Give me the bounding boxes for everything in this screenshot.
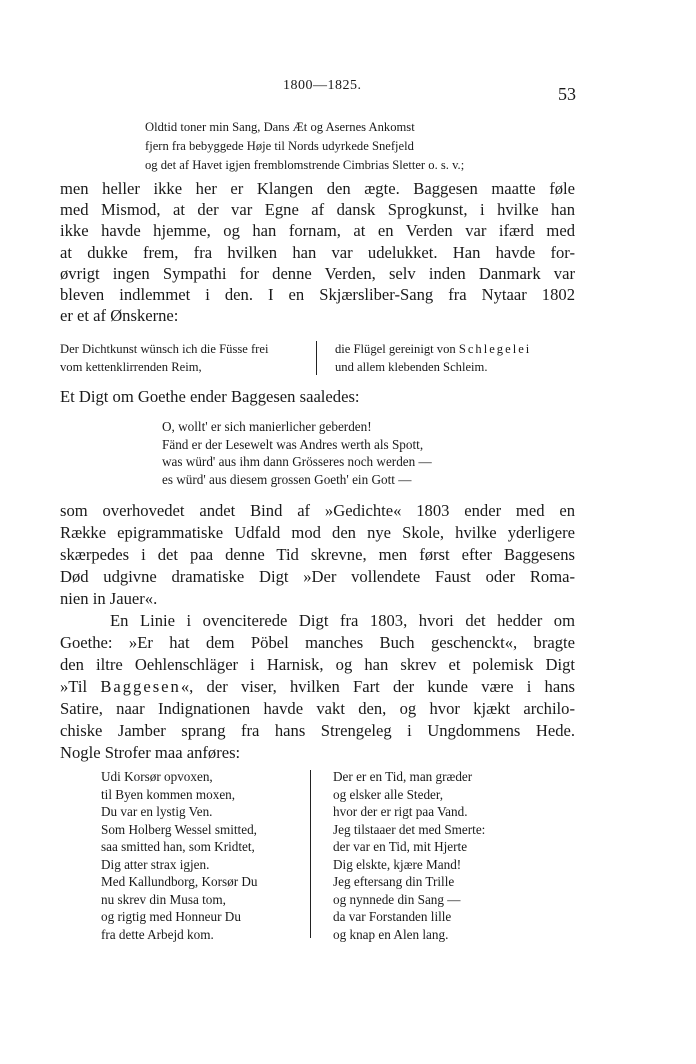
quote-line: fjern fra bebyggede Høje til Nords udyrkede Snefjeld: [145, 139, 414, 153]
text-line: bleven indlemmet i den. I en Skjærsliber-Sang fra Nytaar 1802: [60, 285, 575, 305]
text-line: En Linie i ovenciterede Digt fra 1803, hvori det hedder om: [110, 611, 575, 630]
poem-line: fra dette Arbejd kom.: [101, 926, 214, 942]
poem-line: og knap en Alen lang.: [333, 926, 449, 942]
quote-line: und allem klebenden Schleim.: [335, 360, 488, 374]
text-line: at dukke frem, fra hvilken han var udelukket. Han havde for-: [60, 242, 575, 262]
poem-line: nu skrev din Musa tom,: [101, 891, 226, 907]
text-line: skærpedes i det paa denne Tid skrevne, men først efter Baggesens: [60, 545, 575, 564]
text-line: men heller ikke her er Klangen den ægte. Baggesen maatte føle: [60, 179, 575, 198]
paragraph-4: [60, 610, 575, 764]
goethe-poem: [162, 418, 432, 488]
text-line: som overhovedet andet Bind af »Gedichte« 1803 ender med en: [60, 501, 575, 520]
paragraph-1: [60, 178, 575, 326]
poem-line: Jeg eftersang din Trille: [333, 874, 455, 889]
text-line: nien in Jauer«.: [60, 589, 158, 608]
poem-line: Som Holberg Wessel smitted,: [101, 821, 257, 837]
text-line: er et af Ønskerne:: [60, 306, 179, 326]
poem-line: Der er en Tid, man græder: [333, 769, 473, 784]
poem-line: Jeg tilstaaer det med Smerte:: [333, 821, 486, 837]
poem-line: Dig elskte, kjære Mand!: [333, 856, 462, 872]
quote-line: Der Dichtkunst wünsch ich die Füsse frei: [60, 342, 269, 356]
poem-line: og nynnede din Sang —: [333, 891, 461, 907]
paragraph-3: [60, 500, 575, 610]
column-divider: [316, 341, 317, 375]
final-poem-right: [333, 768, 485, 943]
poem-line: og rigtig med Honneur Du: [101, 909, 241, 924]
poem-column-divider: [310, 770, 311, 938]
poem-line: Med Kallundborg, Korsør Du: [101, 874, 258, 889]
final-poem-left: [101, 768, 258, 943]
spaced-name: Schlegelei: [458, 342, 532, 356]
poem-line: da var Forstanden lille: [333, 909, 452, 924]
text-line: Nogle Strofer maa anføres:: [60, 743, 241, 762]
poem-line: der var en Tid, mit Hjerte: [333, 839, 468, 854]
text-line: Satire, naar Indignationen havde vakt den, og hvor kjækt archilo-: [60, 699, 575, 718]
poem-line: Udi Korsør opvoxen,: [101, 769, 213, 784]
german-quote-left: [60, 340, 268, 376]
text-line: den iltre Oehlenschläger i Harnisk, og han skrev et polemisk Digt: [60, 655, 575, 674]
poem-line: Fänd er der Lesewelt was Andres werth als Spott,: [162, 436, 424, 452]
text-fragment: »Til: [60, 677, 88, 696]
running-header: 1800—1825.: [283, 78, 362, 93]
paragraph-2: Et Digt om Goethe ender Baggesen saaledes:: [60, 387, 360, 406]
page-number: 53: [558, 84, 576, 104]
poem-line: til Byen kommen moxen,: [101, 786, 236, 802]
poem-line: es würd' aus diesem grossen Goeth' ein Gott —: [162, 471, 412, 487]
poem-line: hvor der er rigt paa Vand.: [333, 804, 468, 819]
text-line: med Mismod, at der var Egne af dansk Sprogkunst, i hvilke han: [60, 200, 575, 220]
poem-line: og elsker alle Steder,: [333, 786, 444, 802]
quote-line: Oldtid toner min Sang, Dans Æt og Asernes Ankomst: [145, 120, 415, 134]
text-line: Goethe: »Er hat dem Pöbel manches Buch geschenckt«, bragte: [60, 633, 575, 652]
spaced-name: Baggesen: [100, 677, 181, 696]
text-fragment: «, der viser, hvilken Fart der kunde være i hans: [180, 677, 575, 696]
poem-line: O, wollt' er sich manierlicher geberden!: [162, 419, 372, 434]
text-line: Død udgivne dramatiske Digt »Der vollendete Faust oder Roma-: [60, 567, 575, 586]
quote-line-text: die Flügel gereinigt von: [335, 342, 456, 356]
quote-line: og det af Havet igjen fremblomstrende Cimbrias Sletter o. s. v.;: [145, 158, 465, 172]
poem-line: was würd' aus ihm dann Grösseres noch werden —: [162, 454, 432, 469]
text-line: [60, 676, 575, 698]
poem-line: Du var en lystig Ven.: [101, 804, 213, 819]
text-line: øvrigt ingen Sympathi for denne Verden, selv inden Danmark var: [60, 263, 575, 283]
german-quote-right: [335, 340, 531, 376]
text-line: chiske Jamber sprang fra hans Strengeleg i Ungdommens Hede.: [60, 721, 575, 740]
text-line: Række epigrammatiske Udfald mod den nye Skole, hvilke yderligere: [60, 523, 575, 542]
quote-line: vom kettenklirrenden Reim,: [60, 360, 202, 374]
text-line: ikke havde hjemme, og han fornam, at en Verden var ifærd med: [60, 221, 575, 241]
quote-block-1: [145, 118, 464, 175]
poem-line: Dig atter strax igjen.: [101, 856, 210, 872]
poem-line: saa smitted han, som Kridtet,: [101, 839, 255, 854]
quote-line: [335, 340, 531, 358]
